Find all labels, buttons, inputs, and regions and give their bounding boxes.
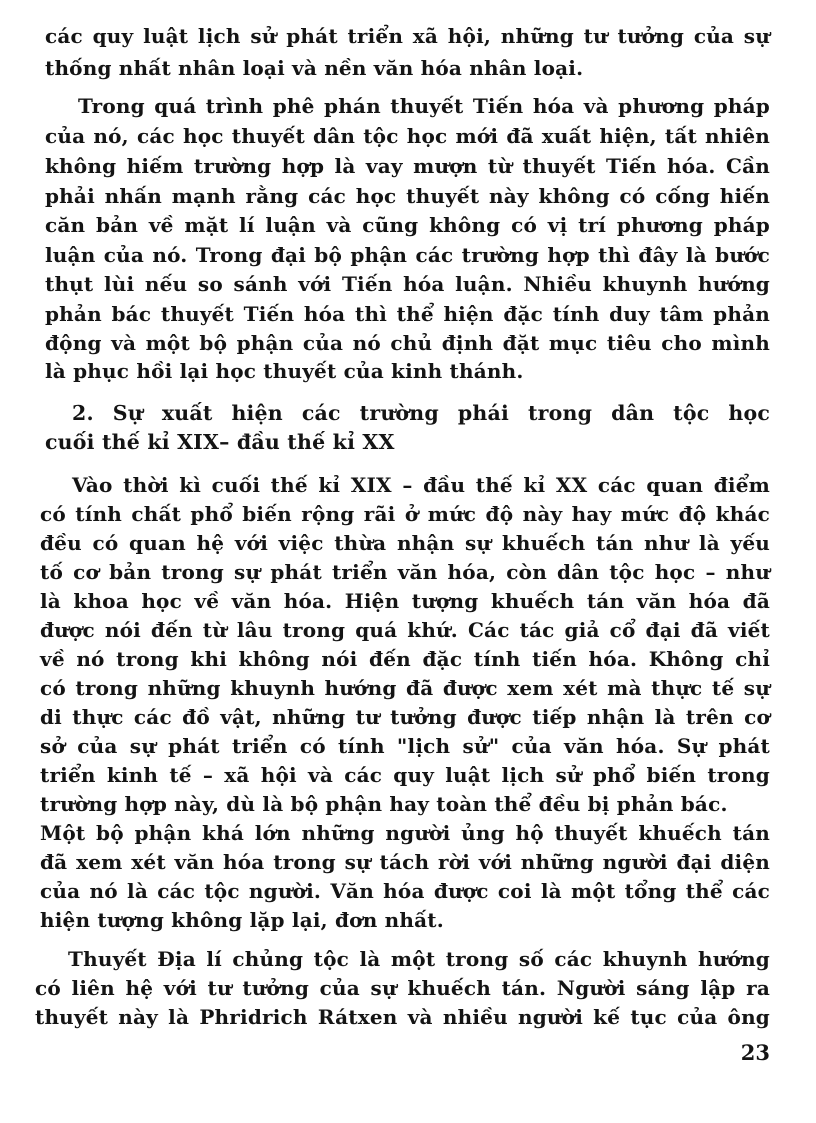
- text-line: về nó trong khi không nói đến đặc tính tiến hóa. Không chỉ: [40, 647, 770, 671]
- text-line: trường hợp này, dù là bộ phận hay toàn thể đều bị phản bác.: [40, 792, 728, 816]
- text-line: Một bộ phận khá lớn những người ủng hộ thuyết khuếch tán: [40, 821, 770, 845]
- text-line: không hiếm trường hợp là vay mượn từ thuyết Tiến hóa. Cần: [45, 154, 770, 178]
- text-line: của nó, các học thuyết dân tộc học mới đã xuất hiện, tất nhiên: [45, 124, 770, 148]
- text-line: có trong những khuynh hướng đã được xem xét mà thực tế sự: [40, 676, 770, 700]
- text-line: di thực các đồ vật, những tư tưởng được tiếp nhận là trên cơ: [40, 705, 770, 729]
- text-line: đều có quan hệ với việc thừa nhận sự khuếch tán như là yếu: [40, 531, 770, 555]
- text-line: phải nhấn mạnh rằng các học thuyết này không có cống hiến: [45, 184, 770, 208]
- text-line: phản bác thuyết Tiến hóa thì thể hiện đặc tính duy tâm phản: [45, 302, 770, 326]
- text-line: là phục hồi lại học thuyết của kinh thánh.: [45, 359, 524, 383]
- text-line: của nó là các tộc người. Văn hóa được coi là một tổng thể các: [40, 879, 770, 903]
- text-line: có liên hệ với tư tưởng của sự khuếch tán. Người sáng lập ra: [35, 976, 770, 1000]
- section-heading: 2. Sự xuất hiện các trường phái trong dân tộc học: [72, 401, 770, 425]
- text-line: động và một bộ phận của nó chủ định đặt mục tiêu cho mình: [45, 331, 770, 355]
- section-heading: cuối thế kỉ XIX– đầu thế kỉ XX: [45, 430, 395, 454]
- text-line: thống nhất nhân loại và nền văn hóa nhân loại.: [45, 56, 584, 80]
- text-line: là khoa học về văn hóa. Hiện tượng khuếch tán văn hóa đã: [40, 589, 770, 613]
- text-line: luận của nó. Trong đại bộ phận các trường hợp thì đây là bước: [45, 243, 770, 267]
- text-line: hiện tượng không lặp lại, đơn nhất.: [40, 908, 444, 932]
- text-line: sở của sự phát triển có tính "lịch sử" của văn hóa. Sự phát: [40, 734, 770, 758]
- text-line: thụt lùi nếu so sánh với Tiến hóa luận. Nhiều khuynh hướng: [45, 272, 770, 296]
- text-line: triển kinh tế – xã hội và các quy luật lịch sử phổ biến trong: [40, 763, 770, 787]
- text-line: Trong quá trình phê phán thuyết Tiến hóa và phương pháp: [78, 94, 770, 118]
- text-line: tố cơ bản trong sự phát triển văn hóa, còn dân tộc học – như: [40, 560, 770, 584]
- text-line: có tính chất phổ biến rộng rãi ở mức độ này hay mức độ khác: [40, 502, 770, 526]
- page-number: 23: [740, 1040, 770, 1065]
- text-line: được nói đến từ lâu trong quá khứ. Các tác giả cổ đại đã viết: [40, 618, 770, 642]
- text-line: căn bản về mặt lí luận và cũng không có vị trí phương pháp: [45, 213, 770, 237]
- text-line: đã xem xét văn hóa trong sự tách rời với những người đại diện: [40, 850, 770, 874]
- text-line: thuyết này là Phridrich Rátxen và nhiều người kế tục của ông: [35, 1005, 770, 1029]
- text-line: Vào thời kì cuối thế kỉ XIX – đầu thế kỉ XX các quan điểm: [72, 473, 770, 497]
- text-line: các quy luật lịch sử phát triển xã hội, những tư tưởng của sự: [45, 24, 770, 48]
- text-line: Thuyết Địa lí chủng tộc là một trong số các khuynh hướng: [68, 947, 770, 971]
